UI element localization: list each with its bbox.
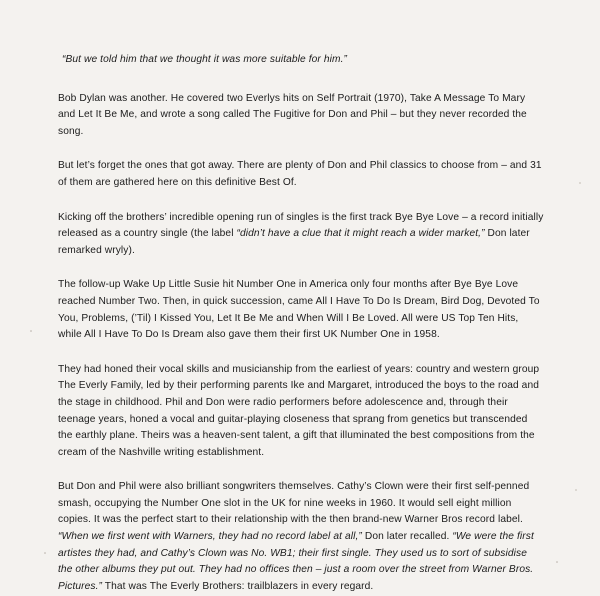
run-quote: “When we first went with Warners, they had no record label at all,” bbox=[58, 531, 362, 543]
run-text: Don later recalled. bbox=[361, 531, 453, 543]
run-text: But Don and Phil were also brilliant songwriters themselves. Cathy’s Clown were their first self-penned smash, occupying the Number One slot in the UK for nine weeks in 1960. It would sell eight million copies. It was the perfect start to their relationship with the then brand-new Warner Bros record label. bbox=[58, 481, 530, 526]
paper-speck bbox=[575, 489, 577, 491]
document-body bbox=[58, 52, 544, 595]
paper-speck bbox=[44, 552, 46, 554]
run-text: Don later remarked wryly). bbox=[58, 228, 530, 256]
paragraph-bye-bye-love bbox=[58, 210, 544, 260]
run-text: That was The Everly Brothers: trailblazers in every regard. bbox=[102, 580, 374, 592]
paragraph-bob-dylan: Bob Dylan was another. He covered two Everlys hits on Self Portrait (1970), Take A Message To Mary and Let It Be Me, and wrote a song called The Fugitive for Don and Phil – but they never recorded the song. bbox=[58, 92, 527, 137]
run-quote: “We were the first artistes they had, and Cathy’s Clown was No. WB1; their first single. They used us to sort of subsidise the other albums they put out. They had no offices then – just a room over the street from Warner Bros. Pictures.” bbox=[58, 531, 534, 592]
paragraph-best-of: But let’s forget the ones that got away. There are plenty of Don and Phil classics to choose from – and 31 of them are gathered here on this definitive Best Of. bbox=[58, 160, 542, 188]
paragraph-wake-up-little-susie: The follow-up Wake Up Little Susie hit Number One in America only four months after Bye Bye Love reached Number Two. Then, in quick succession, came All I Have To Do Is Dream, Bird Dog, Devoted To You, Problems, (’Til) I Kissed You, Let It Be Me and When Will I Be Loved. All were US Top Ten Hits, while All I Have To Do Is Dream also gave them their first UK Number One in 1958. bbox=[58, 279, 540, 341]
paper-speck bbox=[30, 330, 32, 332]
run-quote: “didn’t have a clue that it might reach a wider market,” bbox=[236, 228, 485, 240]
paper-speck bbox=[579, 182, 581, 184]
paragraph-opening-quote: “But we told him that we thought it was more suitable for him.” bbox=[62, 54, 348, 65]
paper-speck bbox=[556, 561, 558, 563]
paragraph-early-years: They had honed their vocal skills and musicianship from the earliest of years: country and western group The Everly Family, led by their performing parents Ike and Margaret, introduced the boys to the road and the stage in childhood. Phil and Don were radio performers before adolescence and, through their teenage years, honed a vocal and guitar-playing closeness that sprang from genetics but transcended the earthly plane. Theirs was a heaven-sent talent, a gift that illuminated the best compositions from the cream of the Nashville writing establishment. bbox=[58, 363, 540, 458]
run-text: Kicking off the brothers’ incredible opening run of singles is the first track Bye Bye Love – a record initially released as a country single (the label bbox=[58, 211, 544, 240]
paragraph-cathys-clown bbox=[58, 479, 544, 595]
